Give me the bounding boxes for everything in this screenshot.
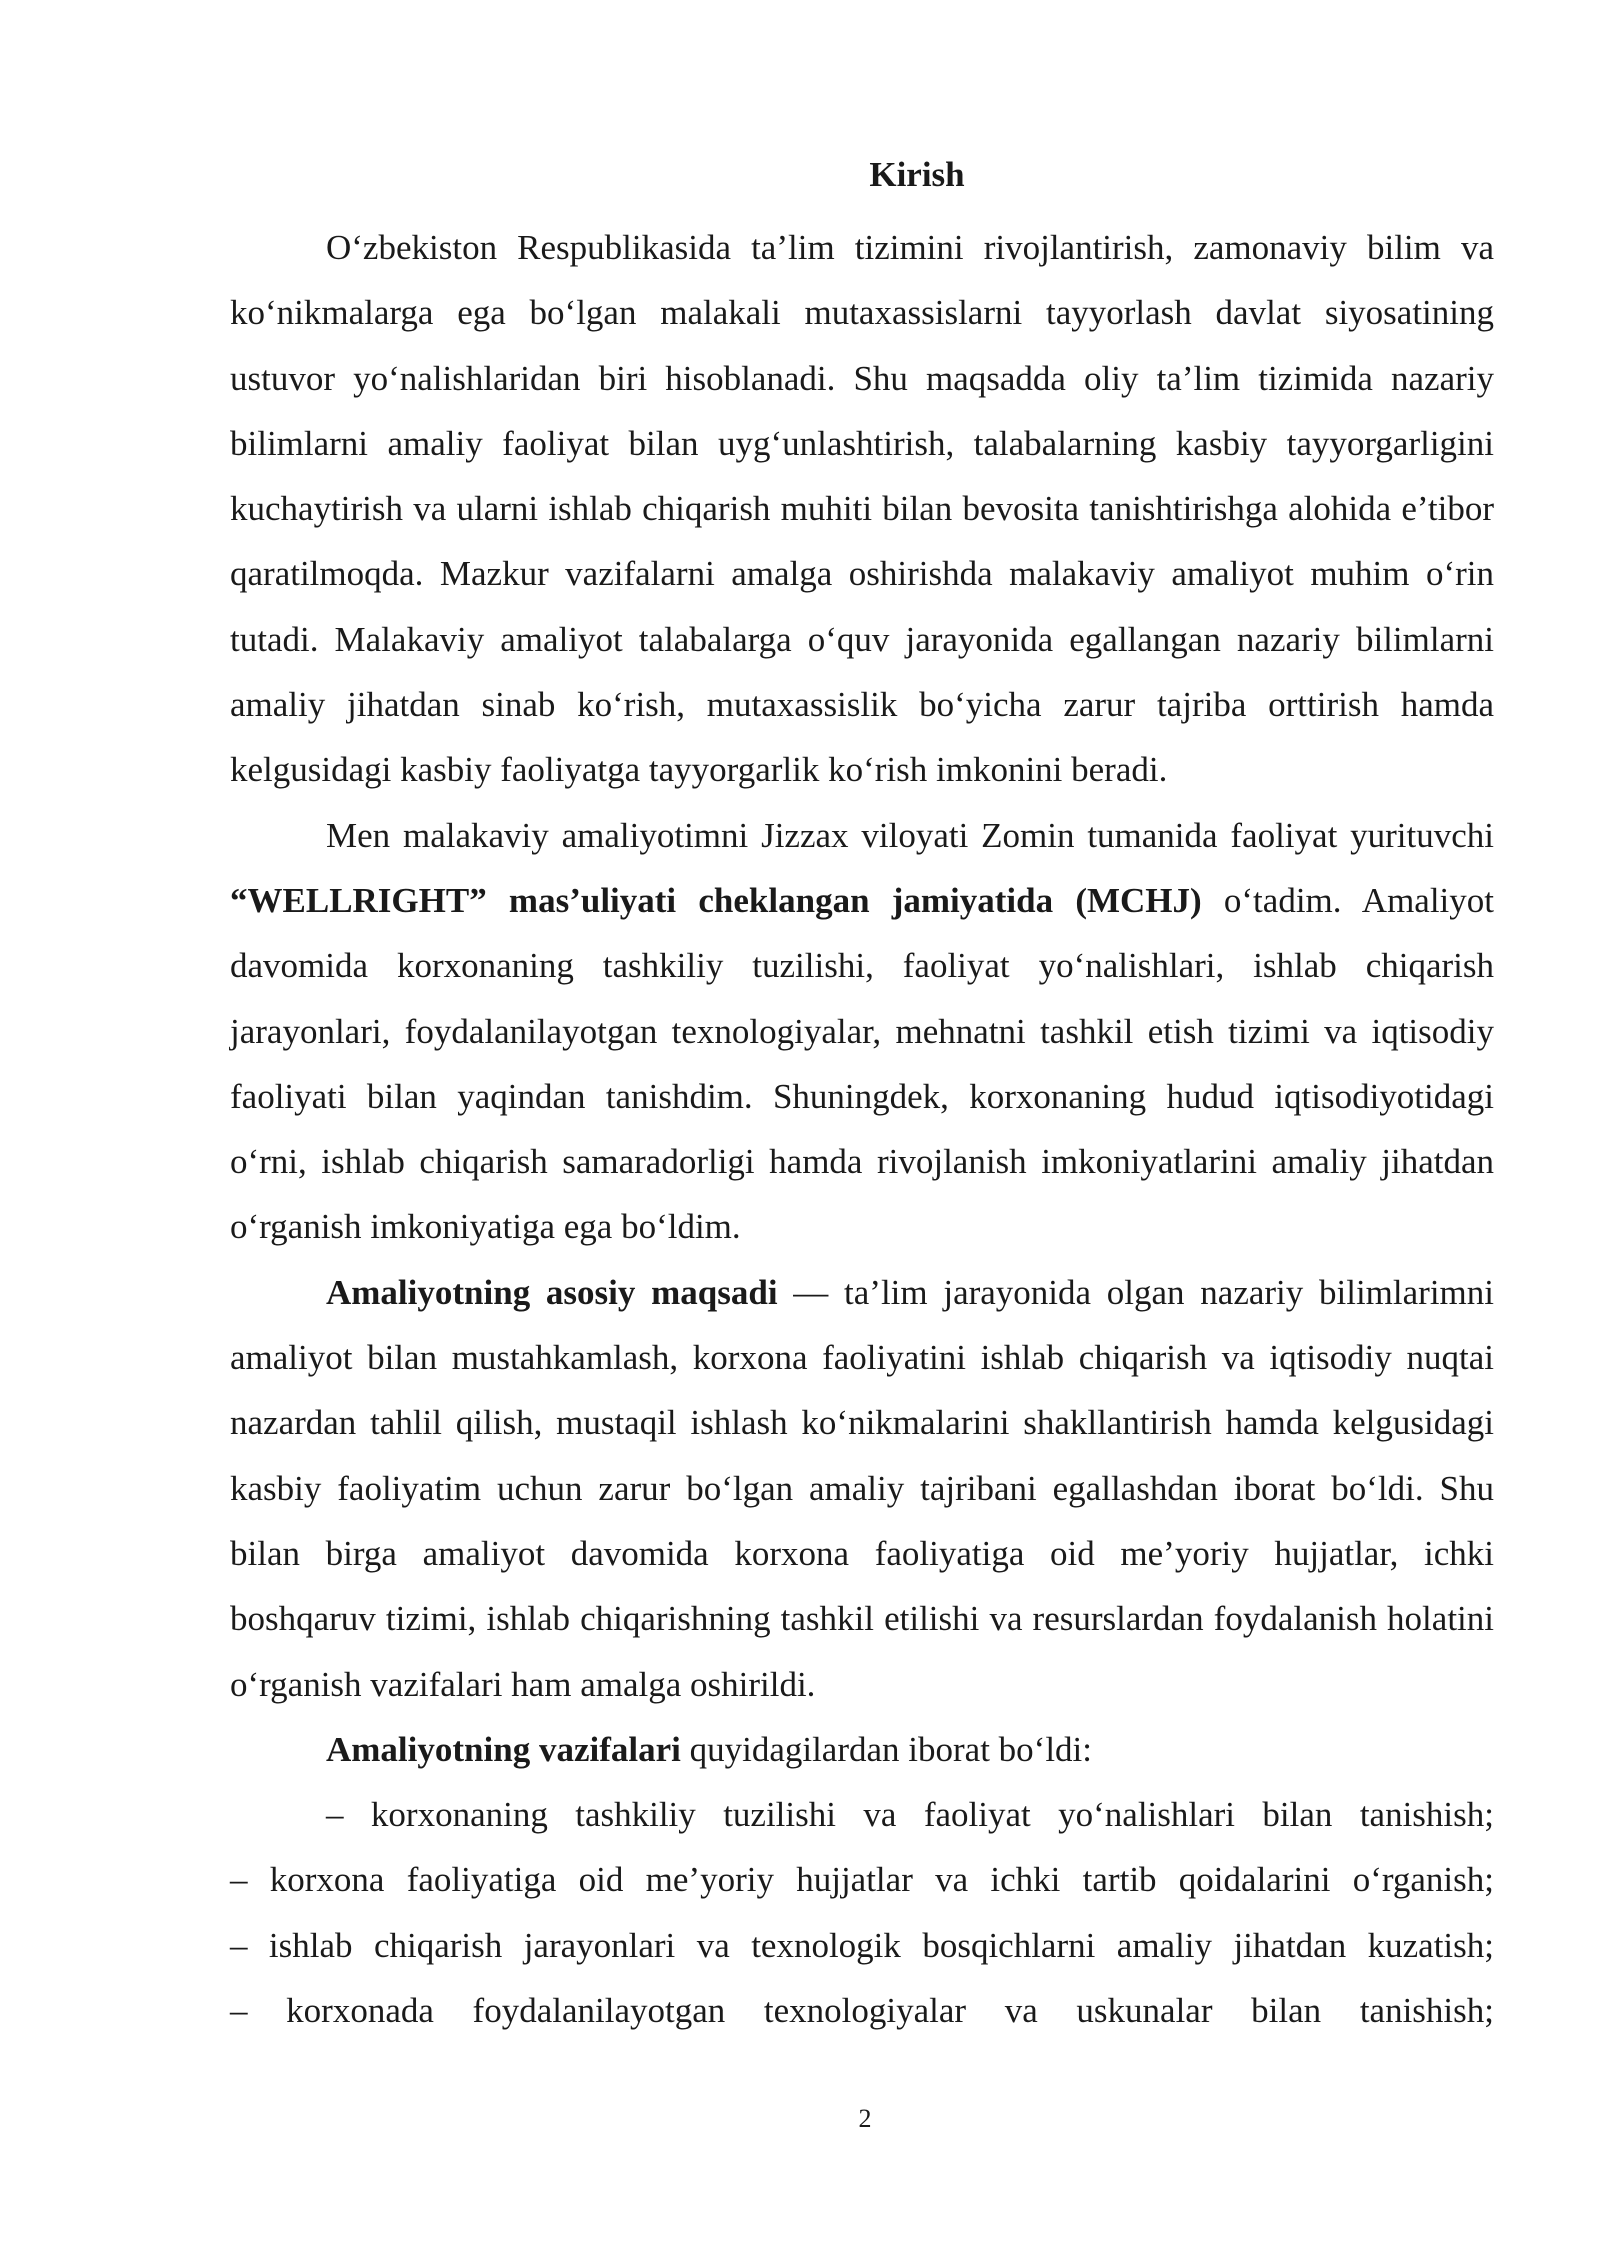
- tasks-heading: Amaliyotning vazifalari: [326, 1729, 681, 1769]
- intro-paragraph: O‘zbekiston Respublikasida ta’lim tizimini rivojlantirish, zamonaviy bilim va ko‘nikmalarga ega bo‘lgan malakali mutaxassislarni tayyorlash davlat siyosatining ustuvor yo‘nalishlaridan biri hisoblanadi. Shu maqsadda oliy ta’lim tizimida nazariy bilimlarni amaliy faoliyat bilan uyg‘unlashtirish, talabalarning kasbiy tayyorgarligini kuchaytirish va ularni ishlab chiqarish muhiti bilan bevosita tanishtirishga alohida e’tibor qaratilmoqda. Mazkur vazifalarni amalga oshirishda malakaviy amaliyot muhim o‘rin tutadi. Malakaviy amaliyot talabalarga o‘quv jarayonida egallangan nazariy bilimlarni amaliy jihatdan sinab ko‘rish, mutaxassislik bo‘yicha zarur tajriba orttirish hamda kelgusidagi kasbiy faoliyatga tayyorgarlik ko‘rish imkonini beradi.: [230, 228, 1494, 790]
- company-name: “WELLRIGHT” mas’uliyati cheklangan jamiyatida (MCHJ): [230, 880, 1202, 920]
- company-paragraph-lead: Men malakaviy amaliyotimni Jizzax viloyati Zomin tumanida faoliyat yurituvchi: [326, 815, 1494, 855]
- list-item: – korxonaning tashkiliy tuzilishi va faoliyat yo‘nalishlari bilan tanishish;: [326, 1795, 1494, 1835]
- document-page: [230, 150, 1494, 2043]
- tasks-intro-text: quyidagilardan iborat bo‘ldi:: [680, 1729, 1092, 1769]
- company-paragraph-rest: o‘tadim. Amaliyot davomida korxonaning tashkiliy tuzilishi, faoliyat yo‘nalishlari, ishlab chiqarish jarayonlari, foydalanilayotgan texnologiyalar, mehnatni tashkil etish tizimi va iqtisodiy faoliyati bilan yaqindan tanishdim. Shuningdek, korxonaning hudud iqtisodiyotidagi o‘rni, ishlab chiqarish samaradorligi hamda rivojlanish imkoniyatlarini amaliy jihatdan o‘rganish imkoniyatiga ega bo‘ldim.: [230, 880, 1495, 1247]
- goal-paragraph: [230, 1260, 1494, 1717]
- list-item: – korxonada foydalanilayotgan texnologiyalar va uskunalar bilan tanishish;: [230, 1991, 1494, 2031]
- company-paragraph: [230, 803, 1494, 1260]
- goal-heading: Amaliyotning asosiy maqsadi: [326, 1272, 778, 1312]
- tasks-list: [230, 1782, 1494, 2043]
- tasks-intro-paragraph: [230, 1717, 1494, 1782]
- goal-text: — ta’lim jarayonida olgan nazariy bilimlarimni amaliyot bilan mustahkamlash, korxona faoliyatini ishlab chiqarish va iqtisodiy nuqtai nazardan tahlil qilish, mustaqil ishlash ko‘nikmalarini shakllantirish hamda kelgusidagi kasbiy faoliyatim uchun zarur bo‘lgan amaliy tajribani egallashdan iborat bo‘ldi. Shu bilan birga amaliyot davomida korxona faoliyatiga oid me’yoriy hujjatlar, ichki boshqaruv tizimi, ishlab chiqarishning tashkil etilishi va resurslardan foydalanish holatini o‘rganish vazifalari ham amalga oshirildi.: [230, 1272, 1494, 1704]
- page-number: 2: [858, 2104, 872, 2133]
- list-item: – ishlab chiqarish jarayonlari va texnologik bosqichlarni amaliy jihatdan kuzatish;: [230, 1925, 1494, 1965]
- section-title: Kirish: [869, 155, 965, 194]
- list-item: – korxona faoliyatiga oid me’yoriy hujjatlar va ichki tartib qoidalarini o‘rganish;: [230, 1860, 1494, 1900]
